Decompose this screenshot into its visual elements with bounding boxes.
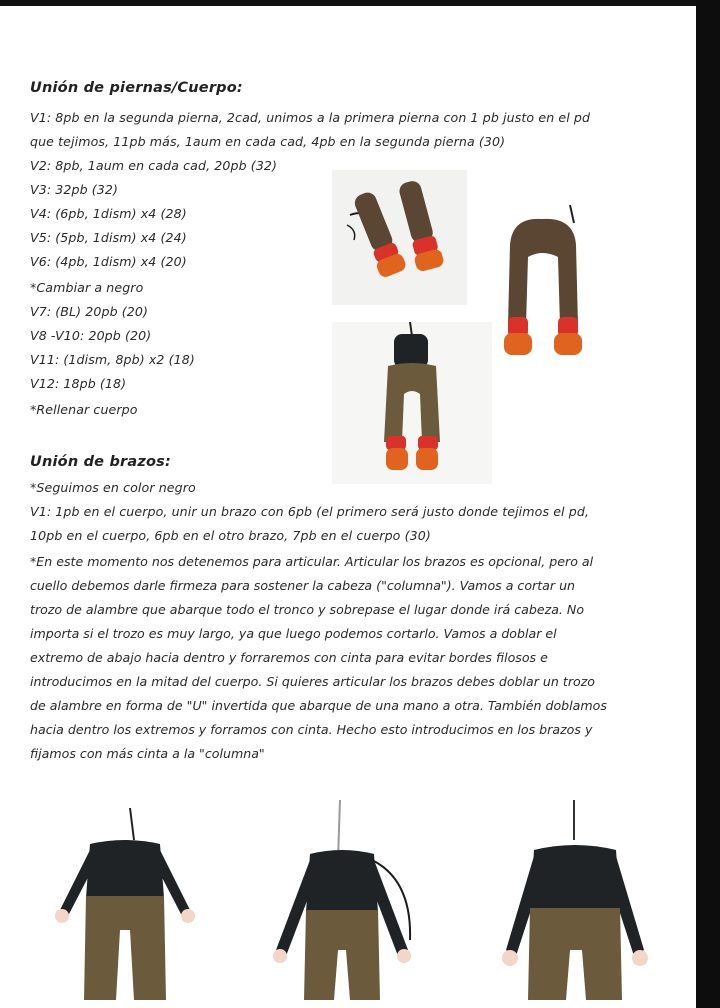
legs-row: V8 -V10: 20pb (20) — [30, 328, 152, 343]
legs-row: *Rellenar cuerpo — [30, 402, 138, 417]
arms-paragraph-line: *En este momento nos detenemos para articular. Articular los brazos es opcional, pero al — [30, 554, 594, 569]
legs-row: V4: (6pb, 1dism) x4 (28) — [30, 206, 187, 221]
legs-v1-line-1: V1: 8pb en la segunda pierna, 2cad, unimos a la primera pierna con 1 pb justo en el pd — [30, 110, 591, 125]
right-edge-bar — [696, 0, 720, 1008]
photo-body-arms-wire — [262, 800, 422, 1000]
photo-body-arms-2 — [490, 800, 660, 1000]
arms-paragraph-line: hacia dentro los extremos y forramos con cinta. Hecho esto introducimos en los brazos y — [30, 722, 593, 737]
photo-body-arms-1 — [30, 800, 220, 1000]
legs-row: V12: 18pb (18) — [30, 376, 127, 391]
legs-v1-line-2: que tejimos, 11pb más, 1aum en cada cad, 4pb en la segunda pierna (30) — [30, 134, 506, 149]
photo-two-legs — [332, 170, 467, 305]
arms-note-color: *Seguimos en color negro — [30, 480, 196, 495]
arms-paragraph-line: importa si el trozo es muy largo, ya que luego podemos cortarlo. Vamos a doblar el — [30, 626, 557, 641]
photo-joined-legs — [482, 205, 602, 365]
arms-paragraph-line: de alambre en forma de "U" invertida que abarque de una mano a otra. También doblamos — [30, 698, 607, 713]
arms-paragraph-line: cuello debemos darle firmeza para sostener la cabeza ("columna"). Vamos a cortar un — [30, 578, 576, 593]
legs-section-heading: Unión de piernas/Cuerpo: — [30, 80, 243, 96]
legs-row: V5: (5pb, 1dism) x4 (24) — [30, 230, 187, 245]
arms-paragraph-line: trozo de alambre que abarque todo el tronco y sobrepase el lugar donde irá cabeza. No — [30, 602, 585, 617]
legs-row: V7: (BL) 20pb (20) — [30, 304, 149, 319]
legs-row: V3: 32pb (32) — [30, 182, 119, 197]
arms-section-heading: Unión de brazos: — [30, 454, 172, 470]
arms-paragraph-line: introducimos en la mitad del cuerpo. Si quieres articular los brazos debes doblar un trozo — [30, 674, 596, 689]
legs-row: V6: (4pb, 1dism) x4 (20) — [30, 254, 187, 269]
arms-v1-line-2: 10pb en el cuerpo, 6pb en el otro brazo, 7pb en el cuerpo (30) — [30, 528, 431, 543]
arms-v1-line-1: V1: 1pb en el cuerpo, unir un brazo con 6pb (el primero será justo donde tejimos el pd, — [30, 504, 590, 519]
legs-row: V11: (1dism, 8pb) x2 (18) — [30, 352, 195, 367]
legs-row: *Cambiar a negro — [30, 280, 144, 295]
photo-body-black-top — [332, 322, 492, 484]
arms-paragraph-line: extremo de abajo hacia dentro y forraremos con cinta para evitar bordes filosos e — [30, 650, 548, 665]
arms-paragraph-line: fijamos con más cinta a la "columna" — [30, 746, 265, 761]
legs-row: V2: 8pb, 1aum en cada cad, 20pb (32) — [30, 158, 278, 173]
